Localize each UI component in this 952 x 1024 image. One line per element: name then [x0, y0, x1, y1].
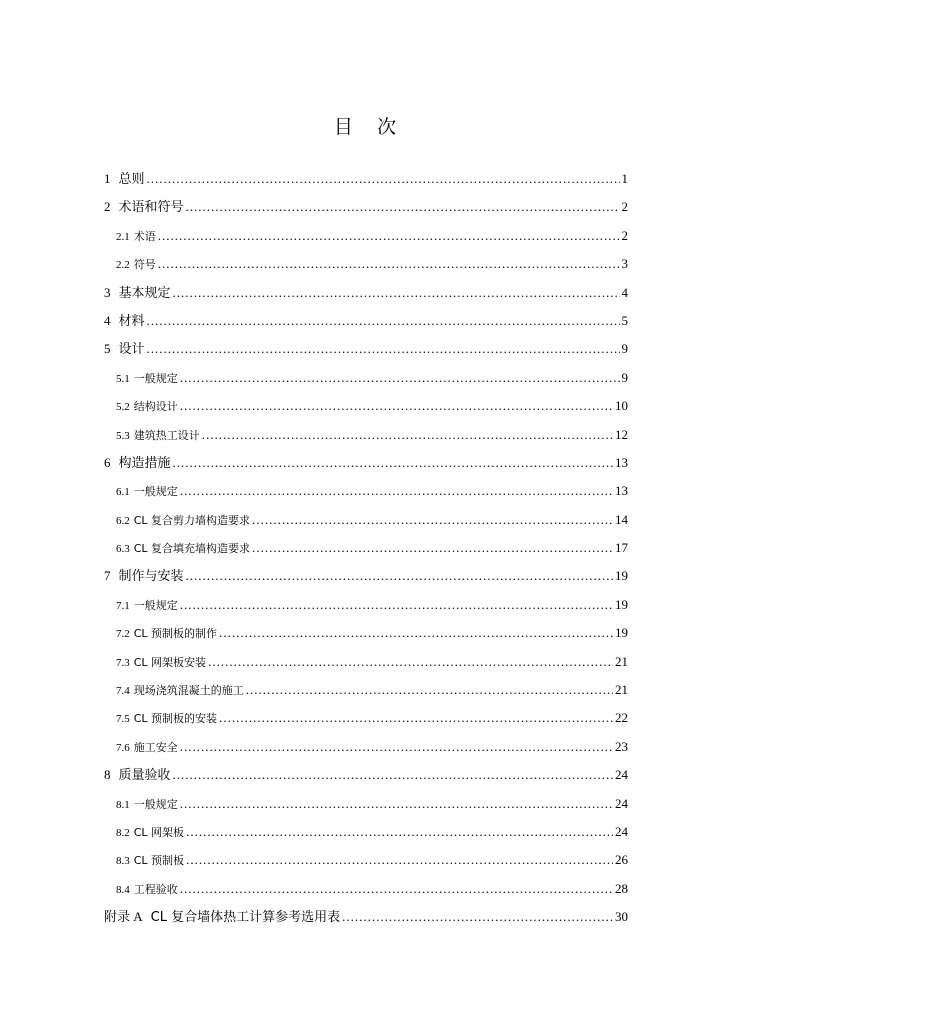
toc-dot-leader [180, 364, 620, 392]
toc-dot-leader [180, 733, 613, 761]
toc-entry-title: 材料 [118, 313, 145, 329]
toc-entry-page-number: 5 [621, 312, 628, 328]
toc-entry-title: CL 预制板 [133, 854, 185, 868]
toc-entry-label [116, 876, 178, 904]
toc-entry-title: 制作与安装 [118, 569, 184, 585]
toc-entry-title: 一般规定 [133, 797, 178, 811]
toc-entry[interactable] [104, 818, 628, 846]
toc-entry-label [104, 449, 171, 478]
toc-entry-title: 施工安全 [133, 740, 178, 754]
toc-entry-label [104, 307, 145, 336]
page-title: 目 次 [333, 116, 397, 138]
toc-entry-page-number: 1 [621, 171, 628, 186]
toc-entry-title: 基本规定 [118, 285, 171, 301]
toc-entry-page-number: 23 [615, 738, 628, 754]
toc-dot-leader [147, 307, 620, 335]
toc-entry-page-number: 2 [621, 199, 628, 215]
toc-entry-title: 现场浇筑混凝土的施工 [133, 684, 244, 698]
toc-dot-leader [173, 761, 613, 789]
toc-entry-number: 8.4 [116, 883, 130, 896]
toc-entry-label [116, 677, 244, 705]
toc-entry-page-number: 14 [615, 511, 628, 527]
toc-entry-label [104, 193, 184, 222]
toc-entry[interactable] [104, 392, 628, 420]
toc-entry-label [116, 223, 156, 251]
toc-entry-page-number: 21 [615, 653, 628, 669]
toc-entry-page-number: 22 [615, 710, 628, 726]
toc-entry-title: 一般规定 [133, 371, 178, 385]
toc-entry[interactable] [104, 335, 628, 363]
toc-entry-number: 8.3 [116, 855, 130, 868]
toc-entry-number: 7.6 [116, 741, 130, 754]
toc-dot-leader [186, 562, 613, 590]
toc-entry[interactable] [104, 562, 628, 590]
toc-entry-title: CL 复合墙体热工计算参考选用表 [150, 910, 341, 926]
toc-entry-title: 构造措施 [118, 455, 171, 471]
toc-entry-title: CL 复合剪力墙构造要求 [133, 513, 251, 527]
toc-entry-label [116, 365, 178, 393]
toc-entry[interactable] [104, 165, 628, 193]
toc-entry-number: 7 [104, 568, 111, 584]
toc-entry-title: 术语 [133, 229, 156, 243]
toc-entry-label [116, 535, 250, 563]
toc-entry[interactable] [104, 364, 628, 392]
toc-entry-page-number: 21 [615, 682, 628, 698]
toc-entry-number: 5 [104, 341, 111, 357]
toc-entry-label [116, 847, 184, 875]
toc-entry-number: 5.2 [116, 401, 130, 414]
toc-dot-leader [186, 846, 613, 874]
toc-dot-leader [147, 165, 620, 193]
toc-entry-number: 1 [104, 171, 111, 186]
toc-entry-title: 一般规定 [133, 598, 178, 612]
toc-entry-title: 符号 [133, 258, 156, 272]
toc-entry-label [116, 507, 250, 535]
toc-entry-label [116, 620, 217, 648]
toc-entry-title: 一般规定 [133, 485, 178, 499]
toc-entry-label [104, 165, 145, 194]
toc-entry-title: CL 预制板的安装 [133, 712, 218, 726]
toc-entry-number: 附录 A [104, 909, 143, 925]
toc-entry-number: 6.2 [116, 514, 130, 527]
toc-entry-number: 5.1 [116, 372, 130, 385]
toc-dot-leader [252, 506, 613, 534]
toc-entry-page-number: 10 [615, 398, 628, 414]
toc-entry[interactable] [104, 761, 628, 789]
toc-entry[interactable] [104, 903, 628, 931]
toc-entry-label [116, 393, 178, 421]
toc-entry-title: 工程验收 [133, 882, 178, 896]
toc-entry-number: 5.3 [116, 429, 130, 442]
toc-entry-page-number: 13 [615, 454, 628, 470]
toc-entry[interactable] [104, 534, 628, 562]
toc-dot-leader [158, 222, 620, 250]
toc-entry-page-number: 19 [615, 596, 628, 612]
toc-dot-leader [173, 449, 613, 477]
toc-entry-label [116, 649, 206, 677]
toc-dot-leader [180, 591, 613, 619]
toc-dot-leader [147, 335, 620, 363]
toc-dot-leader [219, 619, 613, 647]
toc-entry-number: 7.1 [116, 599, 130, 612]
toc-entry[interactable] [104, 591, 628, 619]
toc-entry-number: 2.1 [116, 230, 130, 243]
toc-dot-leader [208, 648, 613, 676]
toc-dot-leader [180, 392, 613, 420]
toc-entry[interactable] [104, 846, 628, 874]
toc-entry-page-number: 12 [615, 426, 628, 442]
toc-entry-number: 2 [104, 199, 111, 215]
toc-entry-page-number: 30 [615, 909, 628, 925]
toc-entry-number: 3 [104, 284, 111, 300]
toc-entry[interactable] [104, 733, 628, 761]
toc-entry-page-number: 4 [621, 284, 628, 300]
toc-entry[interactable] [104, 648, 628, 676]
toc-dot-leader [158, 250, 620, 278]
toc-entry-label [116, 592, 178, 620]
toc-entry-title: 结构设计 [133, 400, 178, 414]
toc-entry-page-number: 9 [621, 369, 628, 385]
toc-entry-title: 质量验收 [118, 768, 171, 784]
toc-dot-leader [186, 818, 613, 846]
toc-entry[interactable] [104, 676, 628, 704]
toc-entry-title: CL 网架板 [133, 825, 185, 839]
toc-entry[interactable] [104, 619, 628, 647]
toc-entry-title: 设计 [118, 342, 145, 358]
toc-entry-label [116, 791, 178, 819]
toc-entry-number: 8.2 [116, 826, 130, 839]
toc-entry-label [116, 734, 178, 762]
toc-entry-page-number: 24 [615, 795, 628, 811]
toc-entry[interactable] [104, 790, 628, 818]
toc-entry-title: CL 预制板的制作 [133, 627, 218, 641]
toc-dot-leader [180, 875, 613, 903]
toc-entry-title: CL 网架板安装 [133, 655, 207, 669]
toc-entry-number: 8.1 [116, 798, 130, 811]
toc-entry-page-number: 19 [615, 625, 628, 641]
toc-entry[interactable] [104, 477, 628, 505]
toc-entry-page-number: 19 [615, 568, 628, 584]
toc-entry-label [116, 251, 156, 279]
toc-entry[interactable] [104, 279, 628, 307]
toc-entry-number: 6.1 [116, 486, 130, 499]
toc-entry[interactable] [104, 449, 628, 477]
toc-dot-leader [173, 279, 620, 307]
toc-dot-leader [180, 790, 613, 818]
toc-dot-leader [252, 534, 613, 562]
toc-entry-number: 8 [104, 767, 111, 783]
toc-entry-label [116, 705, 217, 733]
toc-entry-label [104, 279, 171, 308]
toc-entry-page-number: 13 [615, 483, 628, 499]
toc-entry-title: 建筑热工设计 [133, 428, 200, 442]
table-of-contents [104, 165, 628, 932]
toc-dot-leader [186, 193, 620, 221]
toc-entry-label [104, 903, 340, 932]
toc-entry[interactable] [104, 222, 628, 250]
toc-entry-number: 7.2 [116, 628, 130, 641]
toc-dot-leader [246, 676, 613, 704]
toc-entry-page-number: 17 [615, 540, 628, 556]
toc-entry[interactable] [104, 421, 628, 449]
toc-entry-title: 术语和符号 [118, 200, 184, 216]
toc-entry-label [104, 335, 145, 364]
toc-dot-leader [202, 421, 613, 449]
toc-entry-page-number: 3 [621, 256, 628, 272]
toc-entry-label [116, 819, 184, 847]
toc-entry[interactable] [104, 704, 628, 732]
toc-entry-number: 7.5 [116, 713, 130, 726]
toc-entry-label [104, 761, 171, 790]
toc-entry-number: 6.3 [116, 543, 130, 556]
toc-entry-page-number: 26 [615, 852, 628, 868]
toc-dot-leader [180, 477, 613, 505]
toc-entry[interactable] [104, 307, 628, 335]
toc-entry[interactable] [104, 875, 628, 903]
toc-entry-label [116, 422, 200, 450]
toc-entry-page-number: 28 [615, 880, 628, 896]
toc-entry-page-number: 9 [621, 341, 628, 357]
toc-entry-number: 6 [104, 454, 111, 470]
toc-entry-number: 2.2 [116, 259, 130, 272]
toc-entry-page-number: 2 [621, 227, 628, 243]
toc-dot-leader [342, 903, 613, 931]
toc-entry[interactable] [104, 250, 628, 278]
toc-dot-leader [219, 704, 613, 732]
toc-entry-title: 总则 [118, 172, 145, 187]
toc-entry-number: 4 [104, 312, 111, 328]
toc-entry-page-number: 24 [615, 767, 628, 783]
toc-entry[interactable] [104, 193, 628, 221]
toc-entry-page-number: 24 [615, 823, 628, 839]
toc-entry-title: CL 复合填充墙构造要求 [133, 542, 251, 556]
toc-entry-number: 7.4 [116, 685, 130, 698]
toc-entry-label [116, 478, 178, 506]
toc-entry[interactable] [104, 506, 628, 534]
toc-entry-label [104, 562, 184, 591]
toc-entry-number: 7.3 [116, 656, 130, 669]
